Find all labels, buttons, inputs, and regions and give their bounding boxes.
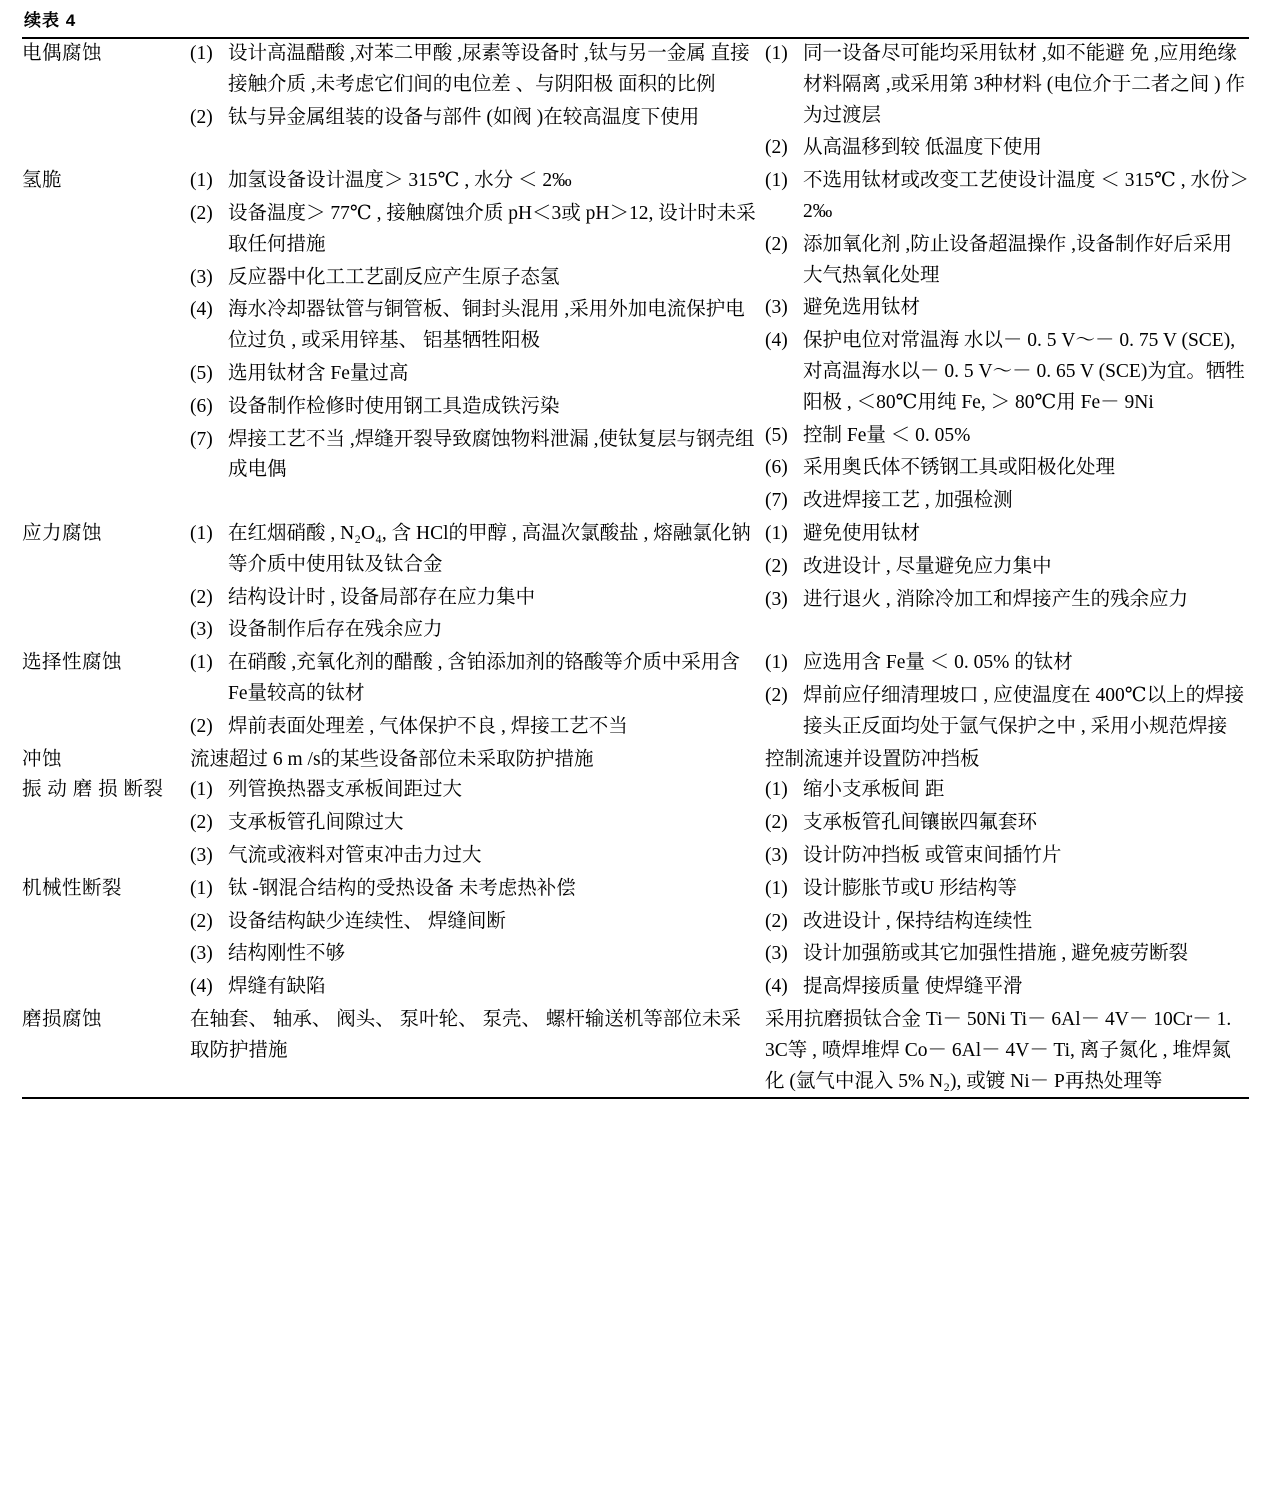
- item-list: [190, 39, 757, 133]
- list-item: (3) 设备制作后存在残余应力: [190, 615, 757, 646]
- cause-label: 冲蚀: [22, 748, 63, 770]
- cause-label: 电偶腐蚀: [22, 43, 103, 64]
- list-item: (7) 焊接工艺不当 ,焊缝开裂导致腐蚀物料泄漏 ,使钛复层与钢壳组成电偶: [190, 425, 757, 487]
- list-item: (3) 设计加强筋或其它加强性措施 , 避免疲劳断裂: [765, 939, 1249, 970]
- item-number: (2): [190, 910, 213, 932]
- item-number: (4): [765, 976, 788, 998]
- list-item: (1) 在红烟硝酸 , N₂O₄, 含 HCl的甲醇 , 高温次氯酸盐 , 熔融氯化钠等介质中使用钛及钛合金: [190, 519, 757, 581]
- measure-cell: [757, 874, 1251, 1005]
- cause-detail-cell: [190, 519, 757, 648]
- item-number: (5): [765, 424, 788, 446]
- cause-detail-cell: [190, 39, 757, 166]
- list-item: (2) 添加氧化剂 ,防止设备超温操作 ,设备制作好后采用大气热氧化处理: [765, 230, 1249, 292]
- list-item: (7) 改进焊接工艺 , 加强检测: [765, 486, 1249, 517]
- list-item: (4) 焊缝有缺陷: [190, 972, 757, 1003]
- list-item: (1) 应选用含 Fe量 ＜ 0. 05% 的钛材: [765, 648, 1249, 679]
- cause-label: 应力腐蚀: [22, 522, 103, 544]
- item-number: (1): [190, 652, 213, 674]
- item-number: (1): [765, 43, 788, 64]
- cause-detail-cell: [190, 775, 757, 873]
- item-list: [765, 775, 1249, 871]
- list-item: (1) 加氢设备设计温度＞ 315℃ , 水分 ＜ 2‰: [190, 166, 757, 197]
- list-item: (3) 结构刚性不够: [190, 939, 757, 970]
- table-row: [22, 775, 1251, 873]
- list-item: (3) 反应器中化工工艺副反应产生原子态氢: [190, 263, 757, 294]
- item-number: (1): [190, 877, 213, 899]
- item-number: (1): [190, 779, 213, 801]
- list-item: (1) 同一设备尽可能均采用钛材 ,如不能避 免 ,应用绝缘材料隔离 ,或采用第 3种材料 (电位介于二者之间 ) 作为过渡层: [765, 39, 1249, 131]
- cause-label: 振 动 磨 损 断裂: [22, 779, 164, 801]
- list-item: (1) 设计高温醋酸 ,对苯二甲酸 ,尿素等设备时 ,钛与另一金属 直接接触介质 ,未考虑它们间的电位差 、与阴阳极 面积的比例: [190, 39, 757, 101]
- list-item: (1) 缩小支承板间 距: [765, 775, 1249, 806]
- measure-cell: [757, 519, 1251, 648]
- item-number: (3): [765, 844, 788, 866]
- table-row: [22, 166, 1251, 519]
- list-item: (3) 气流或液料对管束冲击力过大: [190, 841, 757, 872]
- item-number: (7): [765, 490, 788, 512]
- table-caption: 续表 4: [24, 11, 77, 30]
- item-number: (4): [765, 330, 788, 352]
- item-number: (1): [190, 170, 213, 192]
- measure-cell: [757, 39, 1251, 166]
- measure-cell: [757, 648, 1251, 744]
- item-number: (6): [190, 395, 213, 417]
- list-item: (2) 支承板管孔间隙过大: [190, 808, 757, 839]
- continued-table-4: [22, 39, 1251, 1097]
- table-row: [22, 874, 1251, 1005]
- cause-detail-cell: [190, 1005, 757, 1097]
- item-list: [765, 39, 1249, 164]
- item-list: [190, 648, 757, 742]
- list-item: (6) 设备制作检修时使用钢工具造成铁污染: [190, 392, 757, 423]
- list-item: (2) 焊前表面处理差 , 气体保护不良 , 焊接工艺不当: [190, 712, 757, 743]
- item-number: (1): [190, 43, 213, 64]
- item-number: (3): [190, 844, 213, 866]
- list-item: (3) 设计防冲挡板 或管束间插竹片: [765, 841, 1249, 872]
- list-item: (4) 保护电位对常温海 水以－ 0. 5 V～－ 0. 75 V (SCE), 对高温海水以－ 0. 5 V～－ 0. 65 V (SCE)为宜。牺牲阳极 , ＜80℃用纯 Fe, ＞ 80℃用 Fe－ 9Ni: [765, 326, 1249, 418]
- item-number: (6): [765, 457, 788, 479]
- table-row: [22, 745, 1251, 776]
- item-number: (2): [190, 106, 213, 128]
- paragraph: 采用抗磨损钛合金 Ti－ 50Ni Ti－ 6Al－ 4V－ 10Cr－ 1. 3C等 , 喷焊堆焊 Co－ 6Al－ 4V－ Ti, 离子氮化 , 堆焊氮化 (氩气中混入 5% N₂), 或镀 Ni－ P再热处理等: [765, 1008, 1232, 1092]
- item-number: (2): [765, 233, 788, 255]
- item-list: [765, 166, 1249, 517]
- item-number: (2): [765, 555, 788, 577]
- item-number: (2): [190, 812, 213, 834]
- cause-detail-cell: [190, 166, 757, 519]
- list-item: (2) 设备温度＞ 77℃ , 接触腐蚀介质 pH＜3或 pH＞12, 设计时未采取任何措施: [190, 199, 757, 261]
- paragraph: 流速超过 6 m /s的某些设备部位未采取防护措施: [190, 748, 594, 770]
- list-item: (2) 结构设计时 , 设备局部存在应力集中: [190, 583, 757, 614]
- item-number: (2): [190, 715, 213, 737]
- list-item: (1) 避免使用钛材: [765, 519, 1249, 550]
- cause-label: 选择性腐蚀: [22, 652, 123, 674]
- item-number: (1): [765, 877, 788, 899]
- item-number: (1): [765, 779, 788, 801]
- item-number: (1): [190, 522, 213, 544]
- list-item: (2) 支承板管孔间镶嵌四氟套环: [765, 808, 1249, 839]
- item-number: (2): [765, 812, 788, 834]
- cause-label: 磨损腐蚀: [22, 1008, 103, 1030]
- list-item: (6) 采用奥氏体不锈钢工具或阳极化处理: [765, 453, 1249, 484]
- paragraph: 控制流速并设置防冲挡板: [765, 748, 980, 770]
- item-number: (1): [765, 522, 788, 544]
- item-list: [190, 519, 757, 646]
- list-item: (1) 设计膨胀节或U 形结构等: [765, 874, 1249, 905]
- measure-cell: [757, 745, 1251, 776]
- item-list: [765, 519, 1249, 615]
- cause-label: 氢脆: [22, 170, 63, 192]
- list-item: (3) 避免选用钛材: [765, 293, 1249, 324]
- item-list: [765, 648, 1249, 742]
- measure-cell: [757, 775, 1251, 873]
- table-body: [22, 39, 1251, 1097]
- list-item: (2) 设备结构缺少连续性、 焊缝间断: [190, 907, 757, 938]
- item-number: (7): [190, 428, 213, 450]
- item-number: (2): [765, 137, 788, 159]
- list-item: (2) 改进设计 , 保持结构连续性: [765, 907, 1249, 938]
- list-item: (2) 改进设计 , 尽量避免应力集中: [765, 552, 1249, 583]
- list-item: (4) 提高焊接质量 使焊缝平滑: [765, 972, 1249, 1003]
- item-number: (3): [765, 297, 788, 319]
- cause-detail-cell: [190, 648, 757, 744]
- list-item: (2) 从高温移到较 低温度下使用: [765, 133, 1249, 164]
- cause-label: 机械性断裂: [22, 877, 123, 899]
- table-row: [22, 39, 1251, 166]
- measure-cell: [757, 1005, 1251, 1097]
- item-number: (3): [190, 619, 213, 641]
- cause-detail-cell: [190, 874, 757, 1005]
- item-list: [190, 874, 757, 1003]
- list-item: (4) 海水冷却器钛管与铜管板、铜封头混用 ,采用外加电流保护电位过负 , 或采用锌基、 铝基牺牲阳极: [190, 295, 757, 357]
- list-item: (5) 选用钛材含 Fe量过高: [190, 359, 757, 390]
- item-number: (3): [190, 943, 213, 965]
- table-bottom-rule: [22, 1097, 1249, 1099]
- item-number: (4): [190, 976, 213, 998]
- item-number: (1): [765, 170, 788, 192]
- list-item: (2) 焊前应仔细清理坡口 , 应使温度在 400℃以上的焊接接头正反面均处于氩气保护之中 , 采用小规范焊接: [765, 681, 1249, 743]
- table-row: [22, 519, 1251, 648]
- item-number: (2): [190, 586, 213, 608]
- item-number: (1): [765, 652, 788, 674]
- item-list: [190, 166, 757, 486]
- list-item: (3) 进行退火 , 消除冷加工和焊接产生的残余应力: [765, 585, 1249, 616]
- item-number: (2): [765, 910, 788, 932]
- item-number: (2): [765, 684, 788, 706]
- item-number: (2): [190, 202, 213, 224]
- measure-cell: [757, 166, 1251, 519]
- item-number: (4): [190, 299, 213, 321]
- item-number: (3): [765, 588, 788, 610]
- item-number: (5): [190, 362, 213, 384]
- paragraph: 在轴套、 轴承、 阀头、 泵叶轮、 泵壳、 螺杆输送机等部位未采取防护措施: [190, 1008, 741, 1061]
- list-item: (5) 控制 Fe量 ＜ 0. 05%: [765, 421, 1249, 452]
- item-list: [190, 775, 757, 871]
- item-list: [765, 874, 1249, 1003]
- table-row: [22, 648, 1251, 744]
- list-item: (1) 不选用钛材或改变工艺使设计温度 ＜ 315℃ , 水份＞ 2‰: [765, 166, 1249, 228]
- item-number: (3): [765, 943, 788, 965]
- cause-detail-cell: [190, 745, 757, 776]
- list-item: (1) 钛 -钢混合结构的受热设备 未考虑热补偿: [190, 874, 757, 905]
- list-item: (1) 在硝酸 ,充氧化剂的醋酸 , 含铂添加剂的铬酸等介质中采用含 Fe量较高的钛材: [190, 648, 757, 710]
- list-item: (2) 钛与异金属组装的设备与部件 (如阀 )在较高温度下使用: [190, 103, 757, 134]
- item-number: (3): [190, 266, 213, 288]
- list-item: (1) 列管换热器支承板间距过大: [190, 775, 757, 806]
- table-row: [22, 1005, 1251, 1097]
